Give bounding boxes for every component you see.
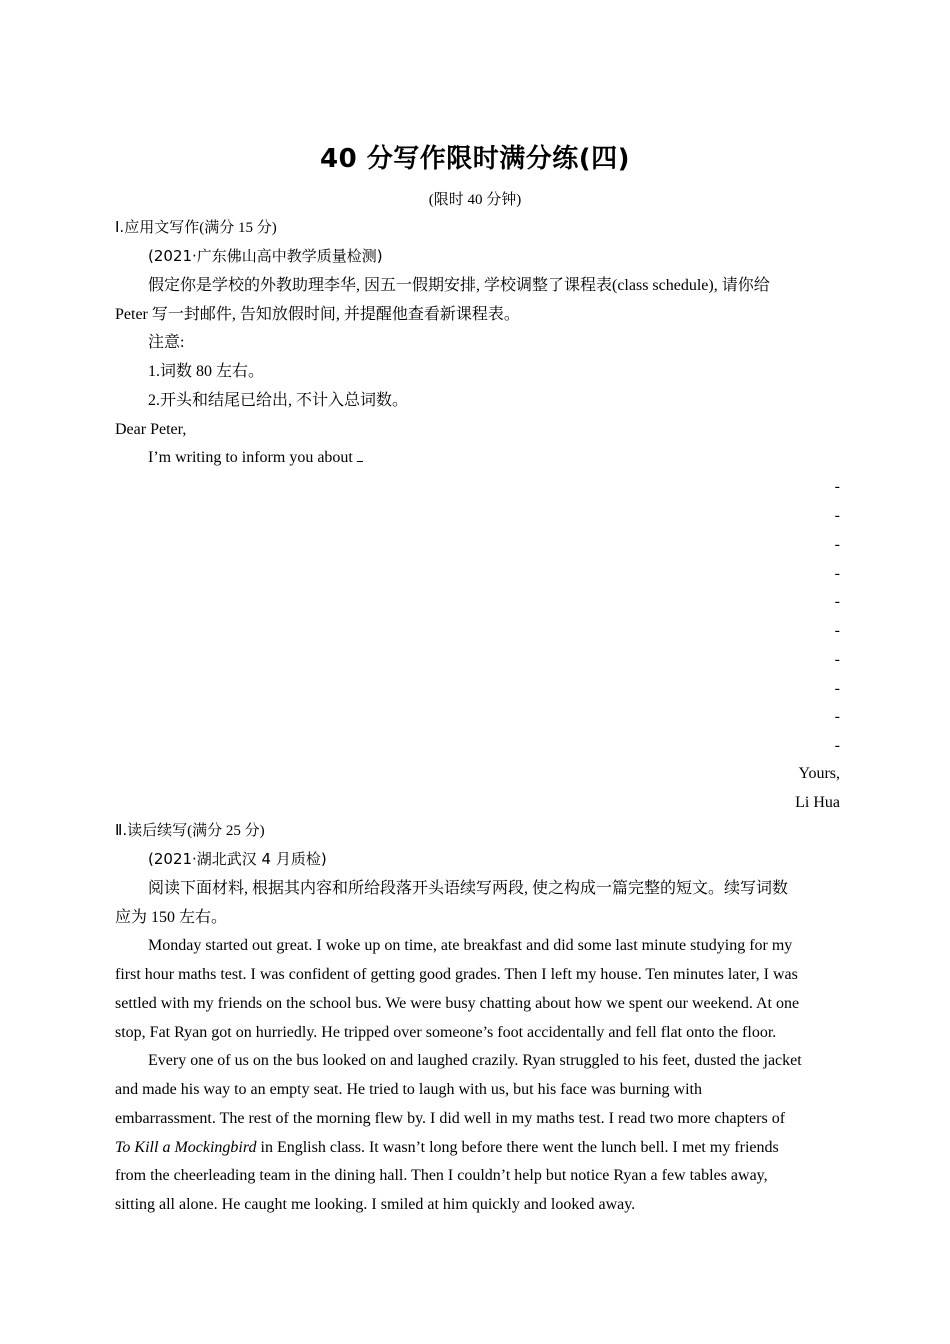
section2-prompt-line2: 应为 150 左右。 bbox=[115, 909, 228, 926]
paragraph2-line: sitting all alone. He caught me looking. I smiled at him quickly and looked away. bbox=[115, 1196, 636, 1213]
section2-score: (满分 25 分) bbox=[187, 823, 265, 839]
note-1: 1.词数 80 左右。 bbox=[148, 363, 265, 380]
page-title: 40 分写作限时满分练(四) bbox=[320, 144, 630, 174]
answer-line-1[interactable]: - bbox=[834, 478, 840, 495]
paragraph1-line: first hour maths test. I was confident of getting good grades. Then I left my house. Ten minutes later, I was bbox=[115, 966, 798, 983]
paragraph2-line: embarrassment. The rest of the morning flew by. I did well in my maths test. I read two more chapters of bbox=[115, 1110, 786, 1127]
answer-line-2[interactable]: - bbox=[834, 507, 840, 524]
letter-greeting: Dear Peter, bbox=[115, 421, 187, 438]
paragraph1-line: Monday started out great. I woke up on time, ate breakfast and did some last minute studying for my bbox=[148, 937, 793, 954]
paragraph2-text: in English class. It wasn’t long before there went the lunch bell. I met my friends bbox=[256, 1139, 779, 1156]
answer-line-4[interactable]: - bbox=[834, 565, 840, 582]
answer-blank-start[interactable] bbox=[357, 447, 363, 462]
section1-prompt-line1: 假定你是学校的外教助理李华, 因五一假期安排, 学校调整了课程表(class schedule), 请你给 bbox=[148, 277, 770, 294]
section2-title: Ⅱ.读后续写 bbox=[115, 821, 188, 839]
letter-signature: Li Hua bbox=[795, 794, 840, 811]
letter-closing: Yours, bbox=[798, 765, 840, 782]
answer-line-8[interactable]: - bbox=[834, 680, 840, 697]
time-limit: (限时 40 分钟) bbox=[428, 192, 522, 208]
answer-line-9[interactable]: - bbox=[834, 708, 840, 725]
paragraph1-line: settled with my friends on the school bus. We were busy chatting about how we spent our weekend. At one bbox=[115, 995, 800, 1012]
section1-source: (2021·广东佛山高中教学质量检测) bbox=[148, 247, 383, 265]
section2-prompt-line1: 阅读下面材料, 根据其内容和所给段落开头语续写两段, 使之构成一篇完整的短文。续写词数 bbox=[148, 880, 789, 897]
note-2: 2.开头和结尾已给出, 不计入总词数。 bbox=[148, 392, 409, 409]
letter-opening: I’m writing to inform you about bbox=[148, 449, 357, 466]
section1-prompt-line2: Peter 写一封邮件, 告知放假时间, 并提醒他查看新课程表。 bbox=[115, 306, 520, 323]
section2-heading bbox=[115, 816, 840, 846]
paragraph1-line: stop, Fat Ryan got on hurriedly. He tripped over someone’s foot accidentally and fell flat onto the floor. bbox=[115, 1024, 777, 1041]
section2-source: (2021·湖北武汉 4 月质检) bbox=[148, 850, 327, 868]
section1-score: (满分 15 分) bbox=[199, 220, 277, 236]
paragraph2-line: and made his way to an empty seat. He tried to laugh with us, but his face was burning with bbox=[115, 1081, 702, 1098]
paragraph2-line: from the cheerleading team in the dining hall. Then I couldn’t help but notice Ryan a few tables away, bbox=[115, 1167, 768, 1184]
answer-line-6[interactable]: - bbox=[834, 622, 840, 639]
paragraph2-line bbox=[115, 1133, 840, 1162]
section1-heading bbox=[115, 213, 840, 243]
answer-line-10[interactable]: - bbox=[834, 737, 840, 754]
letter-opening-line bbox=[148, 443, 840, 472]
book-title: To Kill a Mockingbird bbox=[115, 1139, 257, 1156]
answer-line-3[interactable]: - bbox=[834, 536, 840, 553]
paragraph2-line: Every one of us on the bus looked on and laughed crazily. Ryan struggled to his feet, dusted the jacket bbox=[148, 1052, 802, 1069]
answer-line-5[interactable]: - bbox=[834, 593, 840, 610]
section1-title: Ⅰ.应用文写作 bbox=[115, 218, 200, 236]
note-label: 注意: bbox=[148, 334, 185, 351]
answer-line-7[interactable]: - bbox=[834, 651, 840, 668]
